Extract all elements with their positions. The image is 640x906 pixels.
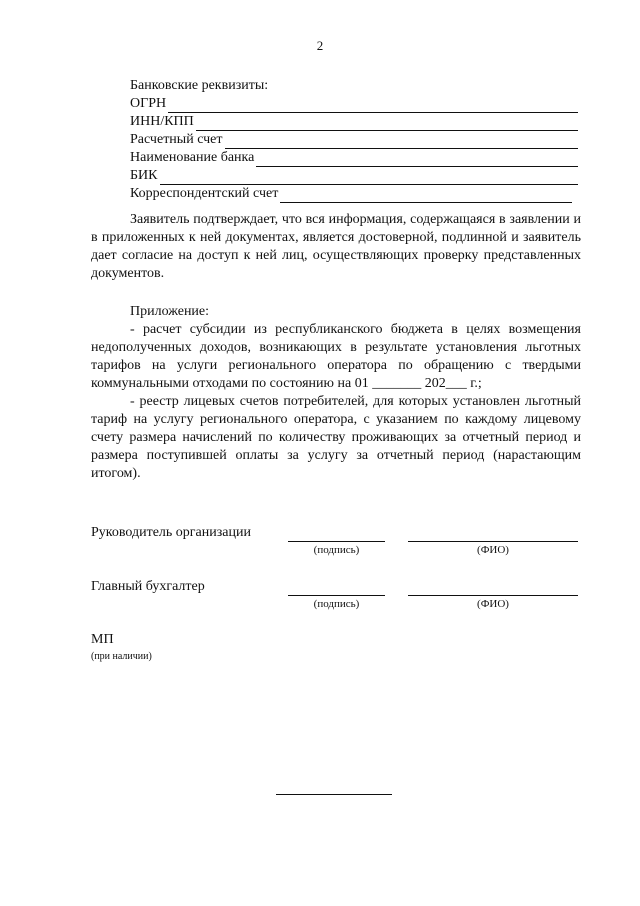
bank-name-label: Наименование банка: [130, 150, 255, 165]
bik-blank-line: [160, 171, 579, 185]
inn-kpp-label: ИНН/КПП: [130, 114, 194, 129]
declaration-text: Заявитель подтверждает, что вся информация, содержащаяся в заявлении и в приложенных к ней документах, является достоверной, подлинной и заявитель дает согласие на доступ к ней лиц, осуществляющих проверку представленных документов.: [91, 212, 581, 281]
appendix-title: Приложение:: [130, 304, 210, 319]
appendix-item-1: - расчет субсидии из республиканского бюджета в целях возмещения недополученных доходов, возникающих в результате установления льготных тарифов на услуги регионального оператора по обращению с твердыми коммунальными отходами по состоянию на 01 _______ 202___ г.;: [91, 322, 581, 391]
accountant-name-caption: (ФИО): [477, 598, 509, 610]
head-of-organization-label: Руководитель организации: [91, 525, 251, 540]
bik-label: БИК: [130, 168, 158, 183]
bank-name-blank-line: [256, 153, 578, 167]
head-name-line: [408, 541, 578, 542]
head-signature-line: [288, 541, 385, 542]
page-number: 2: [316, 38, 324, 53]
ogrn-label: ОГРН: [130, 96, 167, 111]
corr-account-label: Корреспондентский счет: [130, 186, 279, 201]
inn-kpp-blank-line: [196, 117, 578, 131]
head-name-caption: (ФИО): [477, 544, 509, 556]
appendix-item-2: - реестр лицевых счетов потребителей, для которых установлен льготный тариф на услугу регионального оператора, с указанием по каждому лицевому счету размера начислений по количеству проживающих за отчетный период и размера поступившей оплаты за услугу за отчетный период (нарастающим итогом).: [91, 394, 581, 481]
account-label: Расчетный счет: [130, 132, 223, 147]
accountant-signature-caption: (подпись): [313, 598, 360, 610]
bank-details: [130, 77, 578, 203]
account-blank-line: [225, 135, 578, 149]
footer-divider: [276, 794, 392, 795]
ogrn-blank-line: [168, 99, 578, 113]
bank-name-field: [130, 149, 578, 167]
accountant-name-line: [408, 595, 578, 596]
bik-field: [130, 167, 578, 185]
stamp-label: МП: [91, 632, 114, 647]
appendix-block: [91, 303, 581, 483]
account-field: [130, 131, 578, 149]
declaration-block: [91, 211, 581, 283]
inn-kpp-field: [130, 113, 578, 131]
ogrn-field: [130, 95, 578, 113]
corr-account-field: [130, 185, 578, 203]
accountant-signature-line: [288, 595, 385, 596]
head-signature-caption: (подпись): [313, 544, 360, 556]
bank-details-title: Банковские реквизиты:: [130, 78, 269, 93]
chief-accountant-label: Главный бухгалтер: [91, 579, 205, 594]
stamp-note: (при наличии): [91, 651, 152, 662]
corr-account-blank-line: [280, 189, 572, 203]
